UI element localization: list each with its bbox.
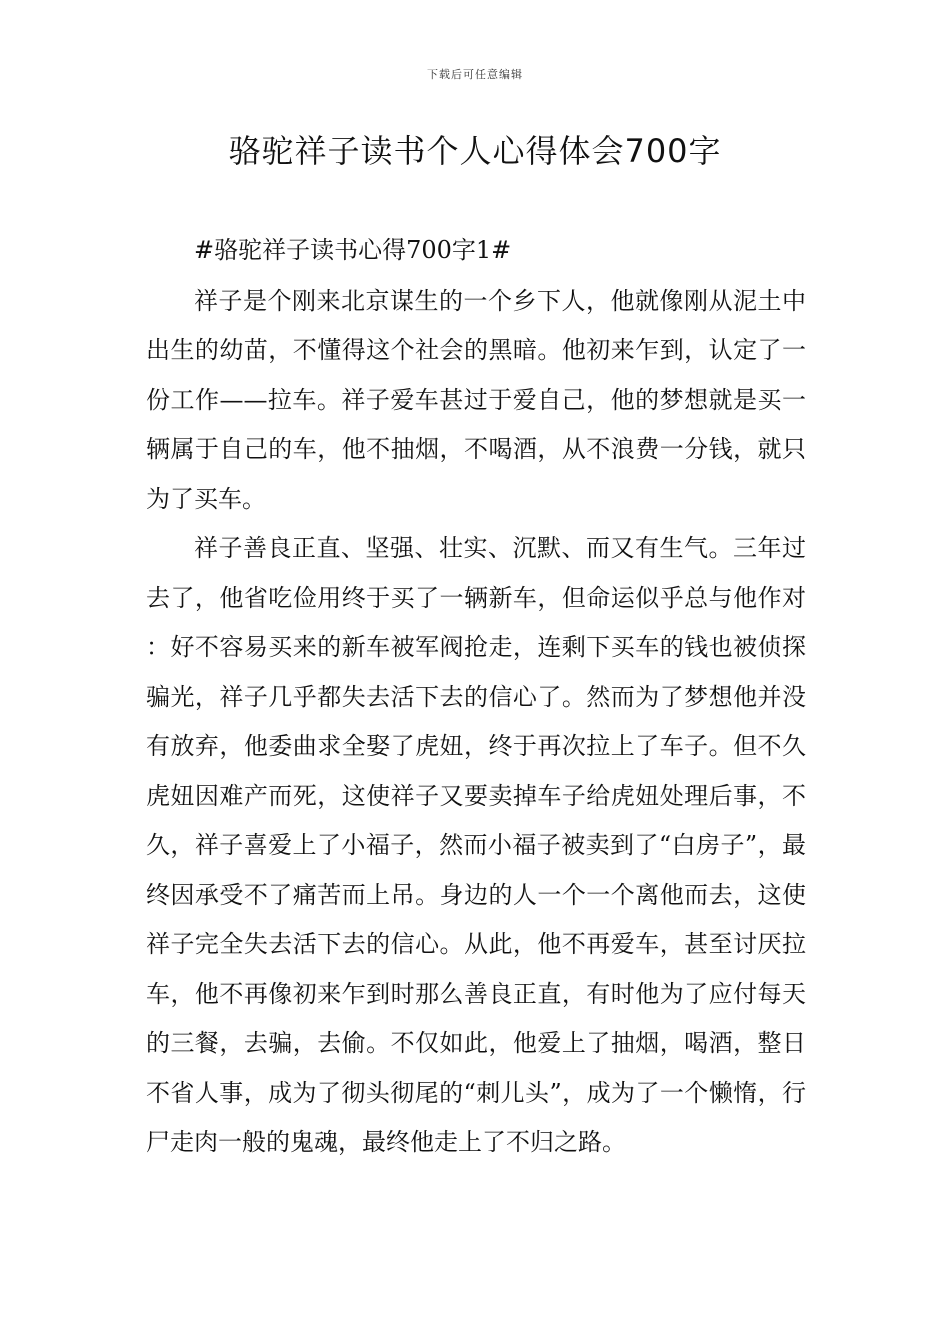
paragraph-1: 祥子是个刚来北京谋生的一个乡下人，他就像刚从泥土中出生的幼苗，不懂得这个社会的黑暗。他初来乍到，认定了一份工作——拉车。祥子爱车甚过于爱自己，他的梦想就是买一辆属于自己的车，他不抽烟，不喝酒，从不浪费一分钱，就只为了买车。: [146, 286, 806, 513]
document-body: [146, 226, 806, 1168]
paragraph-2: 祥子善良正直、坚强、壮实、沉默、而又有生气。三年过去了，他省吃俭用终于买了一辆新车，但命运似乎总与他作对：好不容易买来的新车被军阀抢走，连剩下买车的钱也被侦探骗光，祥子几乎都失去活下去的信心了。然而为了梦想他并没有放弃，他委曲求全娶了虎妞，终于再次拉上了车子。但不久虎妞因难产而死，这使祥子又要卖掉车子给虎妞处理后事，不久，祥子喜爱上了小福子，然而小福子被卖到了“白房子”，最终因承受不了痛苦而上吊。身边的人一个一个离他而去，这使祥子完全失去活下去的信心。从此，他不再爱车，甚至讨厌拉车，他不再像初来乍到时那么善良正直，有时他为了应付每天的三餐，去骗，去偷。不仅如此，他爱上了抽烟，喝酒，整日不省人事，成为了彻头彻尾的“刺儿头”，成为了一个懒惰，行尸走肉一般的鬼魂，最终他走上了不归之路。: [146, 534, 806, 1156]
header-note: 下载后可任意编辑: [427, 68, 523, 81]
section-heading: #骆驼祥子读书心得700字1#: [194, 236, 512, 264]
page-title: 骆驼祥子读书个人心得体会700字: [228, 132, 722, 170]
